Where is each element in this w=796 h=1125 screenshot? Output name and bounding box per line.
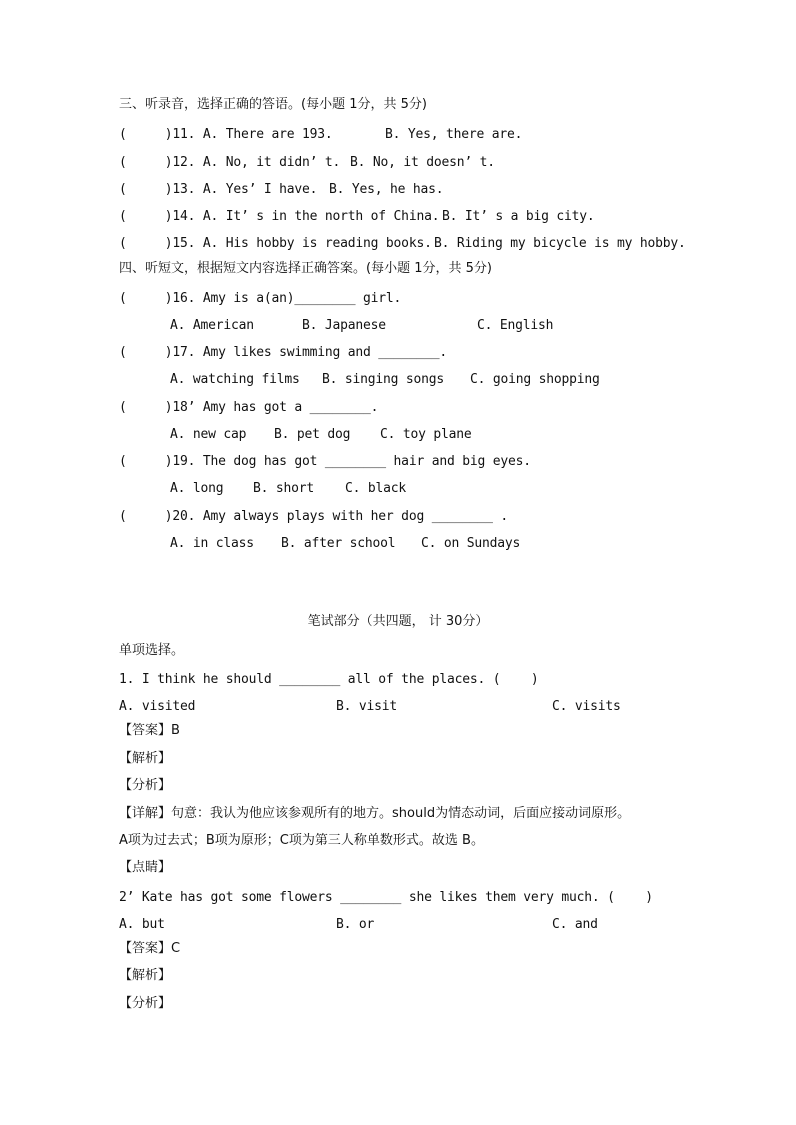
q18-stem: ( )18’ Amy has got a ________.: [119, 400, 379, 415]
q19-option-c: C. black: [345, 481, 407, 496]
q1-dianjing-label: 【点睛】: [119, 860, 172, 875]
q15-option-b: B. Riding my bicycle is my hobby.: [434, 236, 686, 251]
q1-stem: 1. I think he should ________ all of the places. ( ): [119, 672, 539, 687]
q17-option-c: C. going shopping: [470, 372, 600, 387]
q11-option-b: B. Yes, there are.: [385, 127, 523, 142]
q18-option-b: B. pet dog: [274, 427, 351, 442]
q1-option-c: C. visits: [552, 699, 621, 714]
q1-answer: 【答案】B: [119, 723, 180, 738]
section3-heading: 三、听录音，选择正确的答语。(每小题 1分，共 5分): [119, 97, 427, 112]
q2-stem: 2’ Kate has got some flowers ________ she likes them very much. ( ): [119, 890, 653, 905]
q20-stem: ( )20. Amy always plays with her dog ________ .: [119, 509, 508, 524]
q2-analysis-label: 【解析】: [119, 968, 172, 983]
q17-stem: ( )17. Amy likes swimming and ________.: [119, 345, 447, 360]
q2-option-a: A. but: [119, 917, 165, 932]
q1-fenxi-label: 【分析】: [119, 778, 172, 793]
q1-option-a: A. visited: [119, 699, 196, 714]
q16-stem: ( )16. Amy is a(an)________ girl.: [119, 291, 402, 306]
q20-option-c: C. on Sundays: [421, 536, 521, 551]
single-choice-heading: 单项选择。: [119, 643, 185, 658]
q1-analysis-label: 【解析】: [119, 751, 172, 766]
q18-option-a: A. new cap: [170, 427, 247, 442]
q18-option-c: C. toy plane: [380, 427, 472, 442]
q2-fenxi-label: 【分析】: [119, 996, 172, 1011]
q15-stem: ( )15. A. His hobby is reading books.: [119, 236, 432, 251]
q17-option-a: A. watching films: [170, 372, 300, 387]
q2-answer: 【答案】C: [119, 941, 181, 956]
q19-option-a: A. long: [170, 481, 224, 496]
q20-option-a: A. in class: [170, 536, 254, 551]
q2-option-b: B. or: [336, 917, 375, 932]
q20-option-b: B. after school: [281, 536, 396, 551]
q11-stem: ( )11. A. There are 193.: [119, 127, 333, 142]
q16-option-a: A. American: [170, 318, 254, 333]
q12-option-b: B. No, it doesn’ t.: [350, 155, 495, 170]
q19-stem: ( )19. The dog has got ________ hair and big eyes.: [119, 454, 531, 469]
q1-detail-line1: 【详解】句意：我认为他应该参观所有的地方。should为情态动词，后面应接动词原形。: [119, 806, 631, 821]
q13-stem: ( )13. A. Yes’ I have.: [119, 182, 318, 197]
q12-stem: ( )12. A. No, it didn’ t.: [119, 155, 341, 170]
q14-stem: ( )14. A. It’ s in the north of China.: [119, 209, 440, 224]
q14-option-b: B. It’ s a big city.: [442, 209, 595, 224]
q2-option-c: C. and: [552, 917, 598, 932]
written-part-title: 笔试部分（共四题， 计 30分）: [307, 614, 489, 629]
q16-option-c: C. English: [477, 318, 554, 333]
q1-option-b: B. visit: [336, 699, 398, 714]
q19-option-b: B. short: [253, 481, 315, 496]
section4-heading: 四、听短文，根据短文内容选择正确答案。(每小题 1分，共 5分): [119, 261, 492, 276]
q13-option-b: B. Yes, he has.: [329, 182, 444, 197]
q1-detail-line2: A项为过去式；B项为原形；C项为第三人称单数形式。故选 B。: [119, 833, 484, 848]
q17-option-b: B. singing songs: [322, 372, 445, 387]
q16-option-b: B. Japanese: [302, 318, 386, 333]
